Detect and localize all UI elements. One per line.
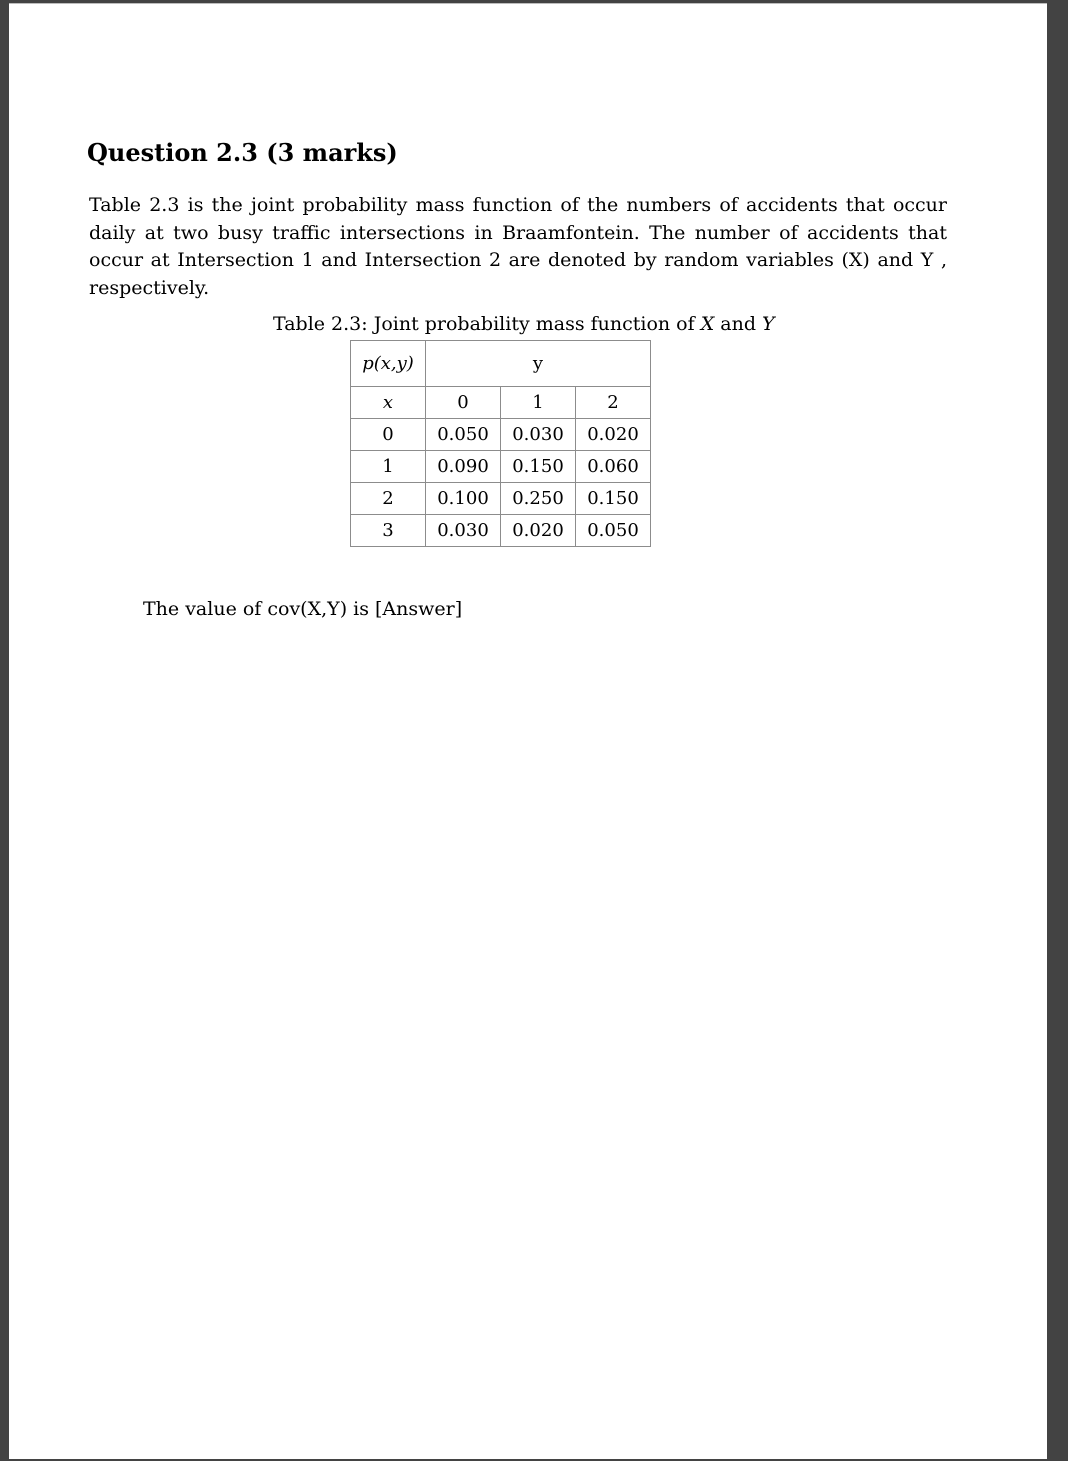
answer-prompt: The value of cov(X,Y) is [Answer] <box>143 598 463 620</box>
probability-cell: 0.030 <box>501 419 576 451</box>
y-value-cell: 0 <box>426 387 501 419</box>
probability-cell: 0.020 <box>576 419 651 451</box>
caption-and: and <box>714 313 763 335</box>
caption-x: X <box>700 313 715 335</box>
probability-cell: 0.060 <box>576 451 651 483</box>
table-row <box>351 419 651 451</box>
question-paragraph: Table 2.3 is the joint probability mass function of the numbers of accidents that occur daily at two busy traffic intersections in Braamfontein. The number of accidents that occur at Intersection 1 and Intersection 2 are denoted by random variables (X) and Y , respectively. <box>89 194 947 299</box>
probability-cell: 0.150 <box>501 451 576 483</box>
x-label-cell: x <box>351 387 426 419</box>
probability-cell: 0.150 <box>576 483 651 515</box>
x-value-cell: 3 <box>351 515 426 547</box>
y-values-row <box>351 387 651 419</box>
table-row <box>351 451 651 483</box>
table-row <box>351 483 651 515</box>
joint-pmf-table <box>350 340 651 547</box>
corner-label-cell: p(x,y) <box>351 341 426 387</box>
x-value-cell: 0 <box>351 419 426 451</box>
table-caption <box>273 313 775 335</box>
table-header-row <box>351 341 651 387</box>
caption-prefix: Table 2.3: Joint probability mass function of <box>273 313 701 335</box>
probability-cell: 0.050 <box>426 419 501 451</box>
y-value-cell: 2 <box>576 387 651 419</box>
probability-cell: 0.030 <box>426 515 501 547</box>
x-value-cell: 2 <box>351 483 426 515</box>
question-title: Question 2.3 (3 marks) <box>87 138 398 167</box>
probability-cell: 0.020 <box>501 515 576 547</box>
probability-cell: 0.250 <box>501 483 576 515</box>
caption-y: Y <box>762 313 775 335</box>
probability-cell: 0.090 <box>426 451 501 483</box>
probability-cell: 0.050 <box>576 515 651 547</box>
table-row <box>351 515 651 547</box>
x-value-cell: 1 <box>351 451 426 483</box>
y-value-cell: 1 <box>501 387 576 419</box>
y-label-cell: y <box>426 341 651 387</box>
document-page <box>9 3 1047 1459</box>
probability-cell: 0.100 <box>426 483 501 515</box>
